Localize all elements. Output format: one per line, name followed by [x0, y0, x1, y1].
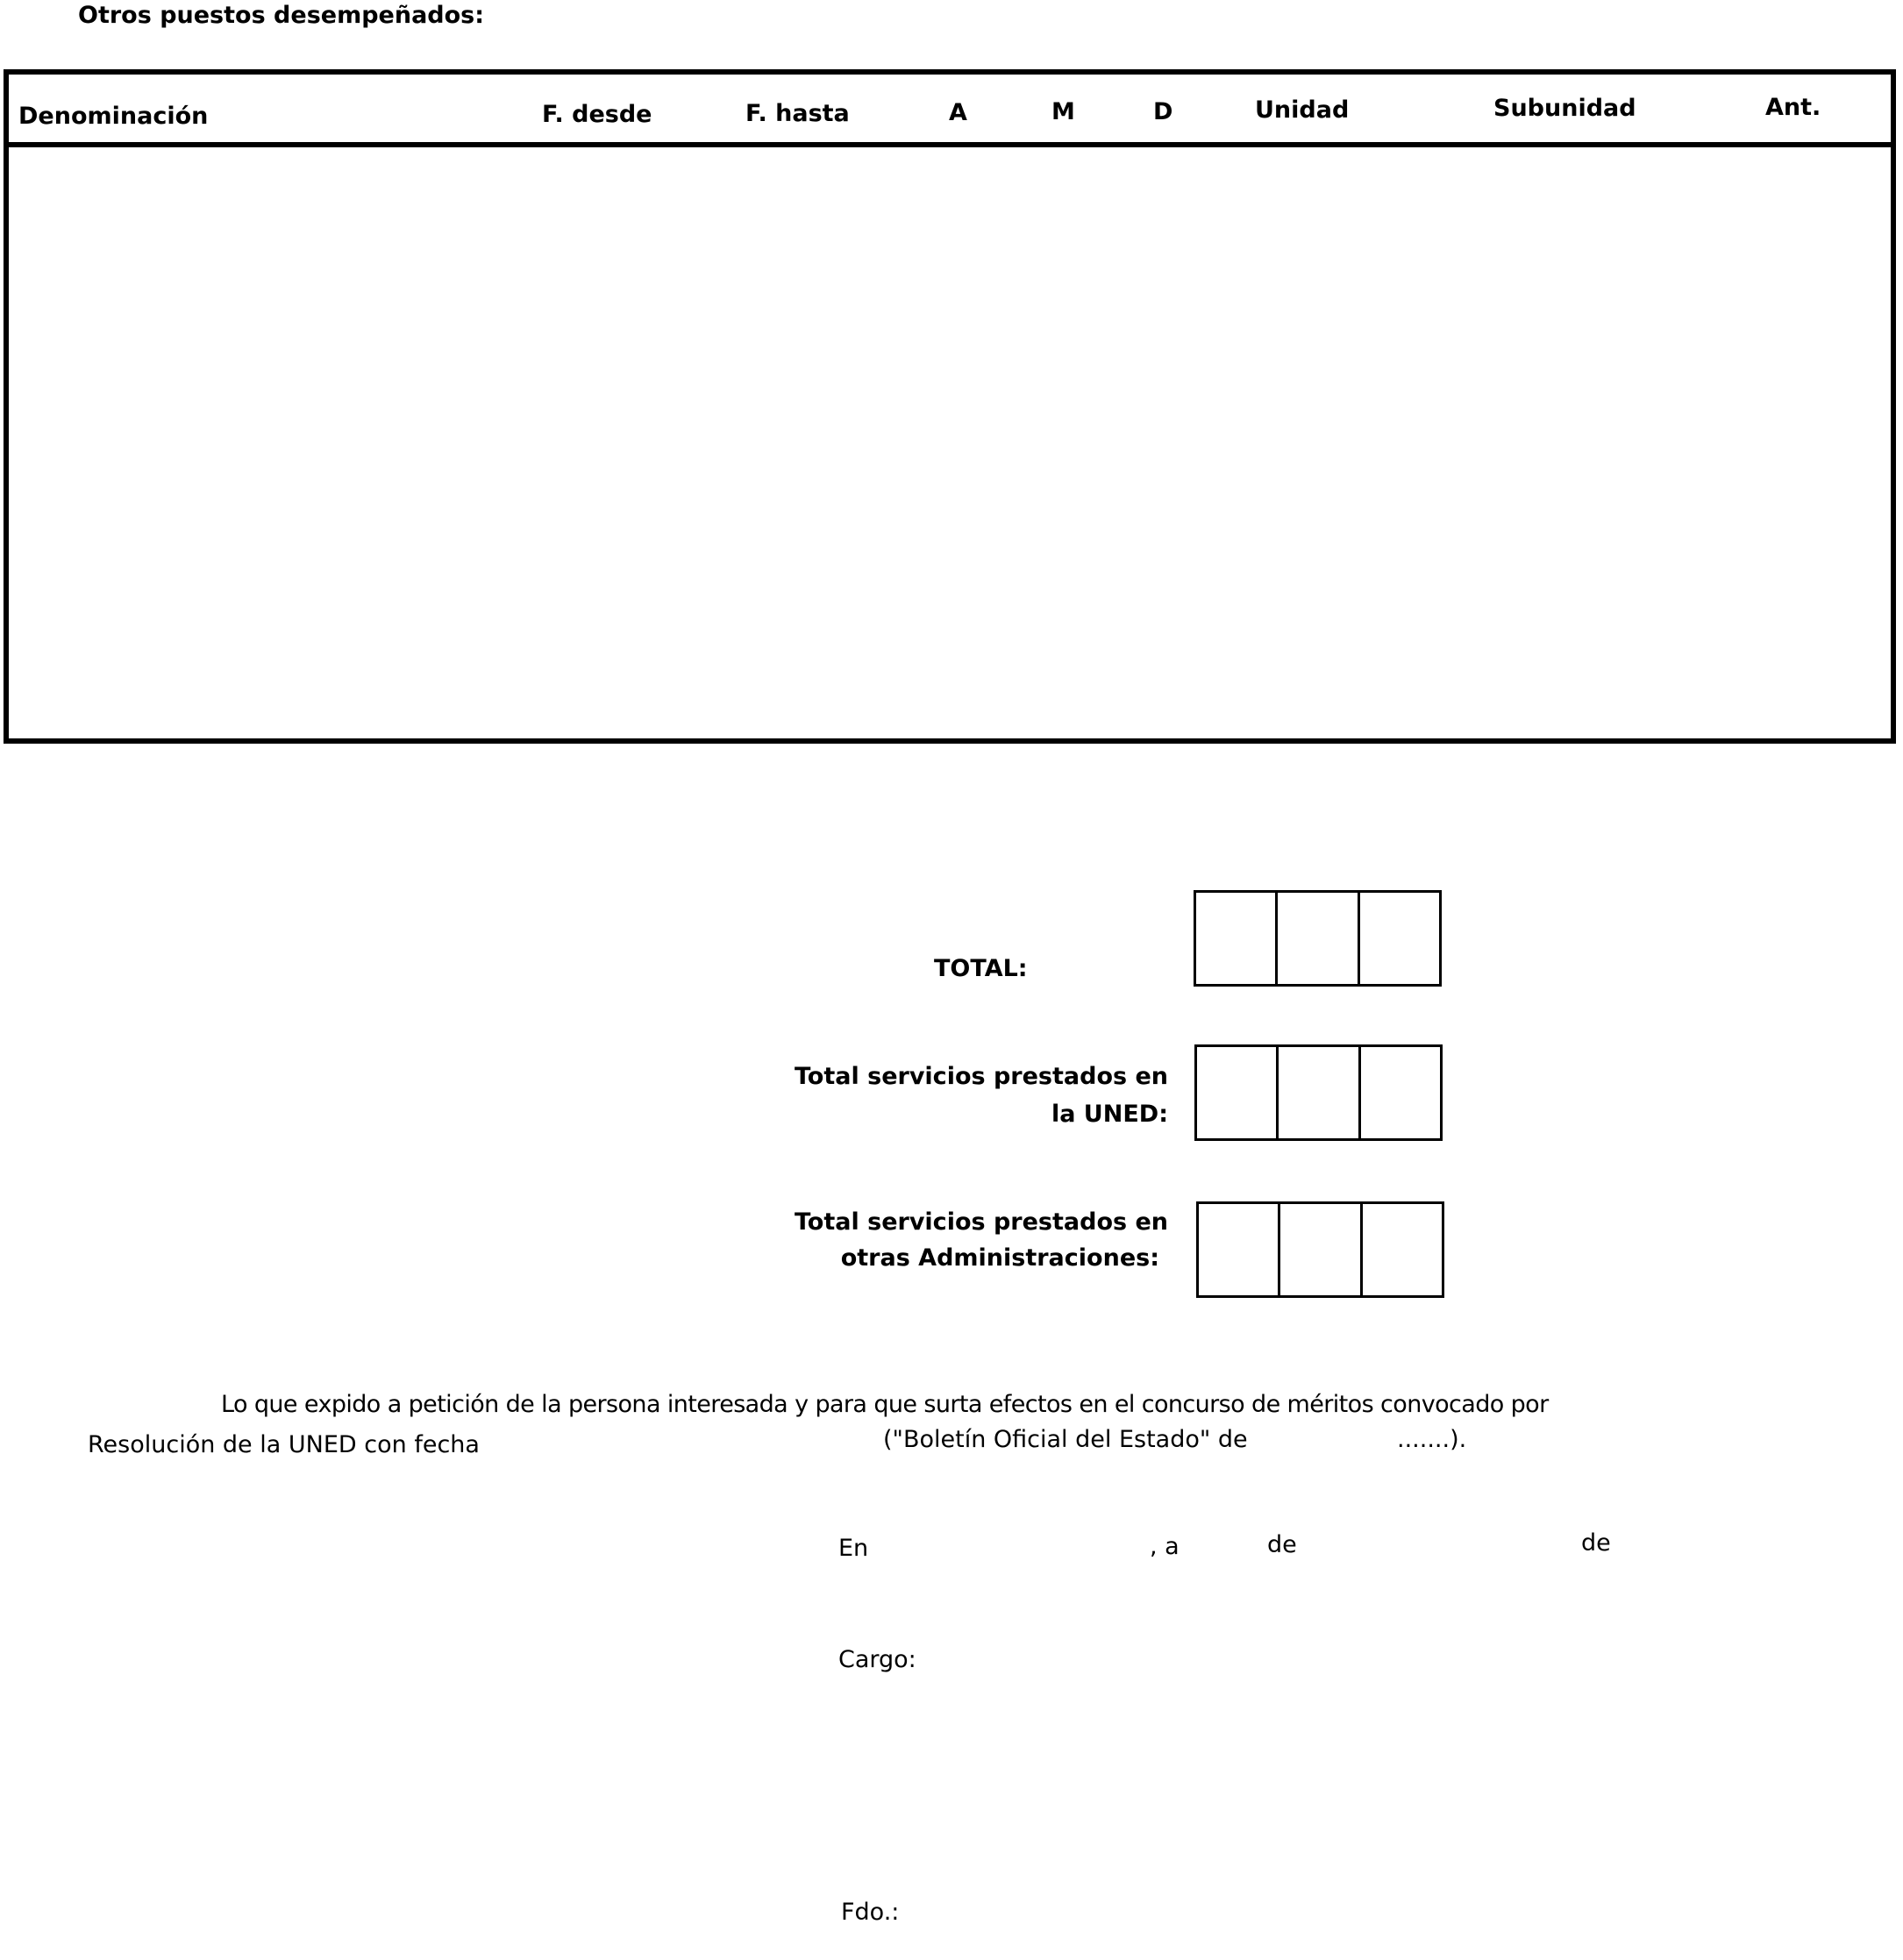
uned-boxes[interactable]	[1194, 1044, 1443, 1141]
paragraph-line1: Lo que expido a petición de la persona interesada y para que surta efectos en el concurso de méritos convocado por	[221, 1391, 1549, 1418]
col-a: A	[949, 99, 967, 126]
total-months-box[interactable]	[1278, 893, 1359, 984]
total-label: TOTAL:	[934, 955, 1028, 982]
section-title: Otros puestos desempeñados:	[78, 2, 485, 29]
month-label: de	[1267, 1531, 1297, 1558]
col-f-hasta: F. hasta	[745, 100, 850, 127]
total-boxes[interactable]	[1194, 890, 1442, 987]
paragraph-line2-resolucion: Resolución de la UNED con fecha	[88, 1431, 480, 1458]
col-denominacion: Denominación	[18, 103, 209, 130]
otras-years-box[interactable]	[1199, 1204, 1280, 1295]
uned-years-box[interactable]	[1197, 1047, 1279, 1138]
total-years-box[interactable]	[1196, 893, 1278, 984]
total-days-box[interactable]	[1360, 893, 1439, 984]
otros-puestos-table	[4, 69, 1896, 744]
paragraph-line2-boe: ("Boletín Oficial del Estado" de	[883, 1426, 1248, 1453]
uned-months-box[interactable]	[1279, 1047, 1360, 1138]
paragraph-line2-end: .......).	[1397, 1426, 1467, 1453]
col-ant: Ant.	[1765, 94, 1821, 121]
otras-boxes[interactable]	[1196, 1201, 1444, 1298]
otras-label-line1: Total servicios prestados en	[794, 1208, 1168, 1236]
otras-days-box[interactable]	[1363, 1204, 1442, 1295]
otras-label-line2: otras Administraciones:	[840, 1244, 1159, 1272]
cargo-label: Cargo:	[838, 1646, 916, 1673]
uned-label-line1: Total servicios prestados en	[794, 1063, 1168, 1090]
col-d: D	[1153, 98, 1173, 125]
day-label: , a	[1150, 1533, 1180, 1560]
fdo-label: Fdo.:	[841, 1899, 900, 1926]
uned-days-box[interactable]	[1361, 1047, 1440, 1138]
col-subunidad: Subunidad	[1493, 95, 1636, 122]
col-f-desde: F. desde	[542, 101, 652, 128]
col-m: M	[1051, 98, 1075, 125]
year-label: de	[1581, 1529, 1611, 1557]
place-label: En	[838, 1535, 869, 1562]
uned-label-line2: la UNED:	[1051, 1101, 1168, 1128]
col-unidad: Unidad	[1255, 96, 1350, 124]
header-divider	[9, 142, 1891, 147]
otras-months-box[interactable]	[1280, 1204, 1362, 1295]
